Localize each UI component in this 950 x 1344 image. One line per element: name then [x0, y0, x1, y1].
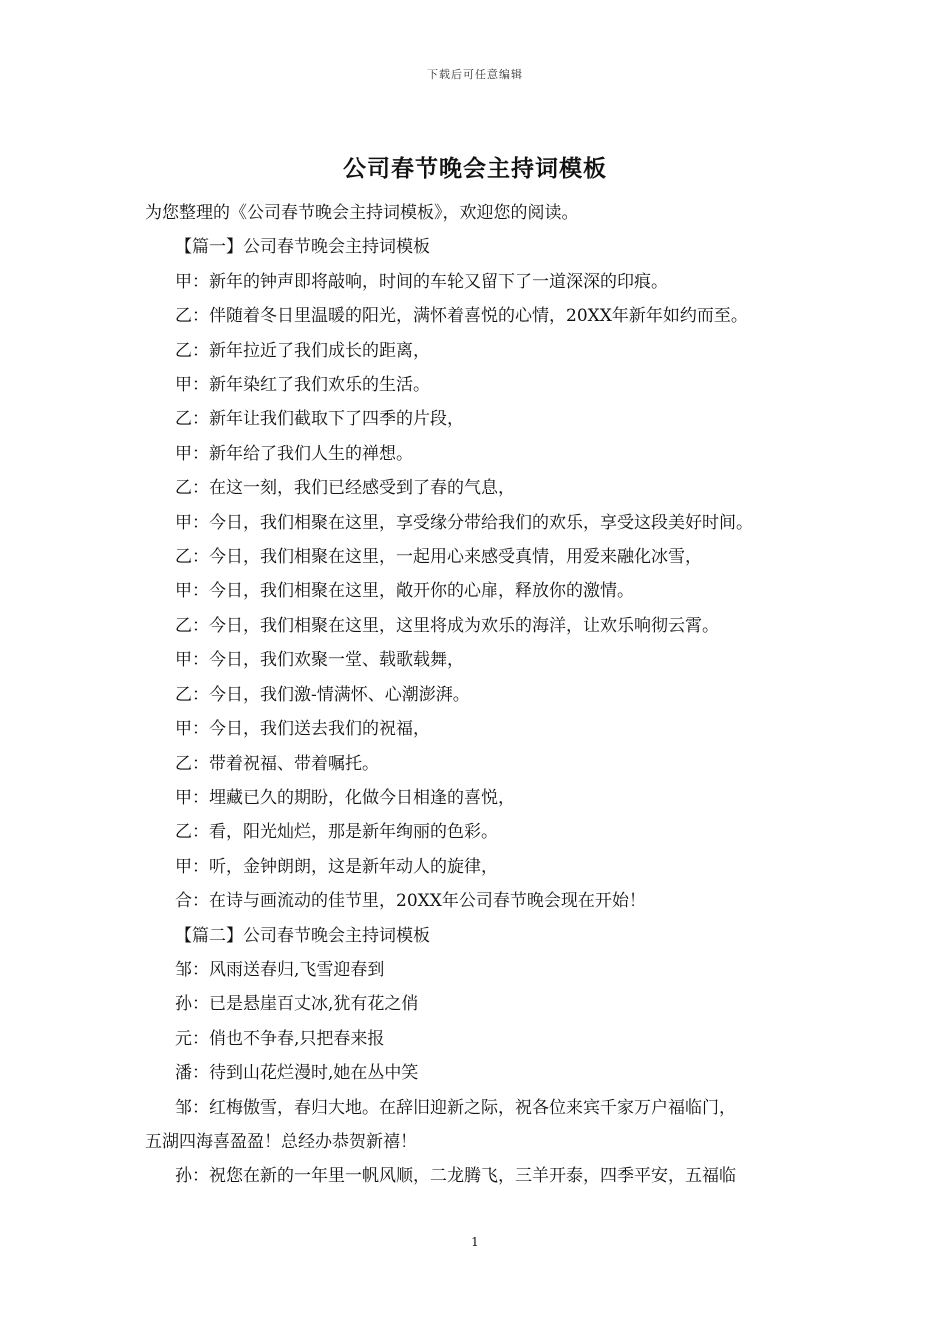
body-paragraph: 甲：新年染红了我们欢乐的生活。	[175, 375, 430, 396]
body-paragraph: 甲：新年的钟声即将敲响，时间的车轮又留下了一道深深的印痕。	[175, 271, 668, 292]
body-paragraph: 合：在诗与画流动的佳节里，20XX年公司春节晚会现在开始！	[175, 891, 646, 912]
body-paragraph: 邹：红梅傲雪，春归大地。在辞旧迎新之际，祝各位来宾千家万户福临门，	[175, 1097, 736, 1118]
body-paragraph: 【篇一】公司春节晚会主持词模板	[175, 237, 430, 258]
body-paragraph: 乙：伴随着冬日里温暖的阳光，满怀着喜悦的心情，20XX年新年如约而至。	[175, 306, 748, 327]
body-paragraph: 甲：埋藏已久的期盼，化做今日相逢的喜悦，	[175, 787, 515, 808]
page-header-note: 下载后可任意编辑	[427, 68, 523, 81]
body-paragraph: 甲：听，金钟朗朗，这是新年动人的旋律，	[175, 856, 498, 877]
body-paragraph: 乙：新年拉近了我们成长的距离，	[175, 340, 430, 361]
body-paragraph: 潘：待到山花烂漫时,她在丛中笑	[175, 1063, 419, 1084]
body-paragraph: 乙：今日，我们激-情满怀、心潮澎湃。	[175, 684, 470, 705]
body-paragraph: 孙：祝您在新的一年里一帆风顺，二龙腾飞，三羊开泰，四季平安，五福临	[175, 1166, 736, 1187]
body-paragraph: 元：俏也不争春,只把春来报	[175, 1028, 385, 1049]
body-paragraph: 甲：今日，我们送去我们的祝福，	[175, 719, 430, 740]
body-paragraph: 乙：今日，我们相聚在这里，这里将成为欢乐的海洋，让欢乐响彻云霄。	[175, 615, 719, 636]
body-paragraph: 邹：风雨送春归,飞雪迎春到	[175, 959, 385, 980]
body-paragraph: 为您整理的《公司春节晚会主持词模板》，欢迎您的阅读。	[145, 203, 579, 223]
body-paragraph: 乙：在这一刻，我们已经感受到了春的气息，	[175, 478, 515, 499]
body-paragraph: 乙：带着祝福、带着嘱托。	[175, 753, 379, 774]
body-paragraph: 甲：新年给了我们人生的禅想。	[175, 443, 413, 464]
body-paragraph: 乙：今日，我们相聚在这里，一起用心来感受真情，用爱来融化冰雪，	[175, 547, 702, 568]
document-title: 公司春节晚会主持词模板	[343, 155, 607, 182]
body-paragraph: 乙：新年让我们截取下了四季的片段，	[175, 409, 464, 430]
body-paragraph: 甲：今日，我们欢聚一堂、载歌载舞，	[175, 650, 464, 671]
body-paragraph: 孙：已是悬崖百丈冰,犹有花之俏	[175, 994, 419, 1015]
body-paragraph: 甲：今日，我们相聚在这里，敞开你的心扉，释放你的激情。	[175, 581, 634, 602]
page-number: 1	[471, 1235, 479, 1249]
body-paragraph: 五湖四海喜盈盈！总经办恭贺新禧！	[145, 1131, 417, 1152]
document-body	[145, 196, 815, 1194]
body-paragraph: 乙：看，阳光灿烂，那是新年绚丽的色彩。	[175, 822, 498, 843]
body-paragraph: 甲：今日，我们相聚在这里，享受缘分带给我们的欢乐，享受这段美好时间。	[175, 512, 753, 533]
body-paragraph: 【篇二】公司春节晚会主持词模板	[175, 925, 430, 946]
